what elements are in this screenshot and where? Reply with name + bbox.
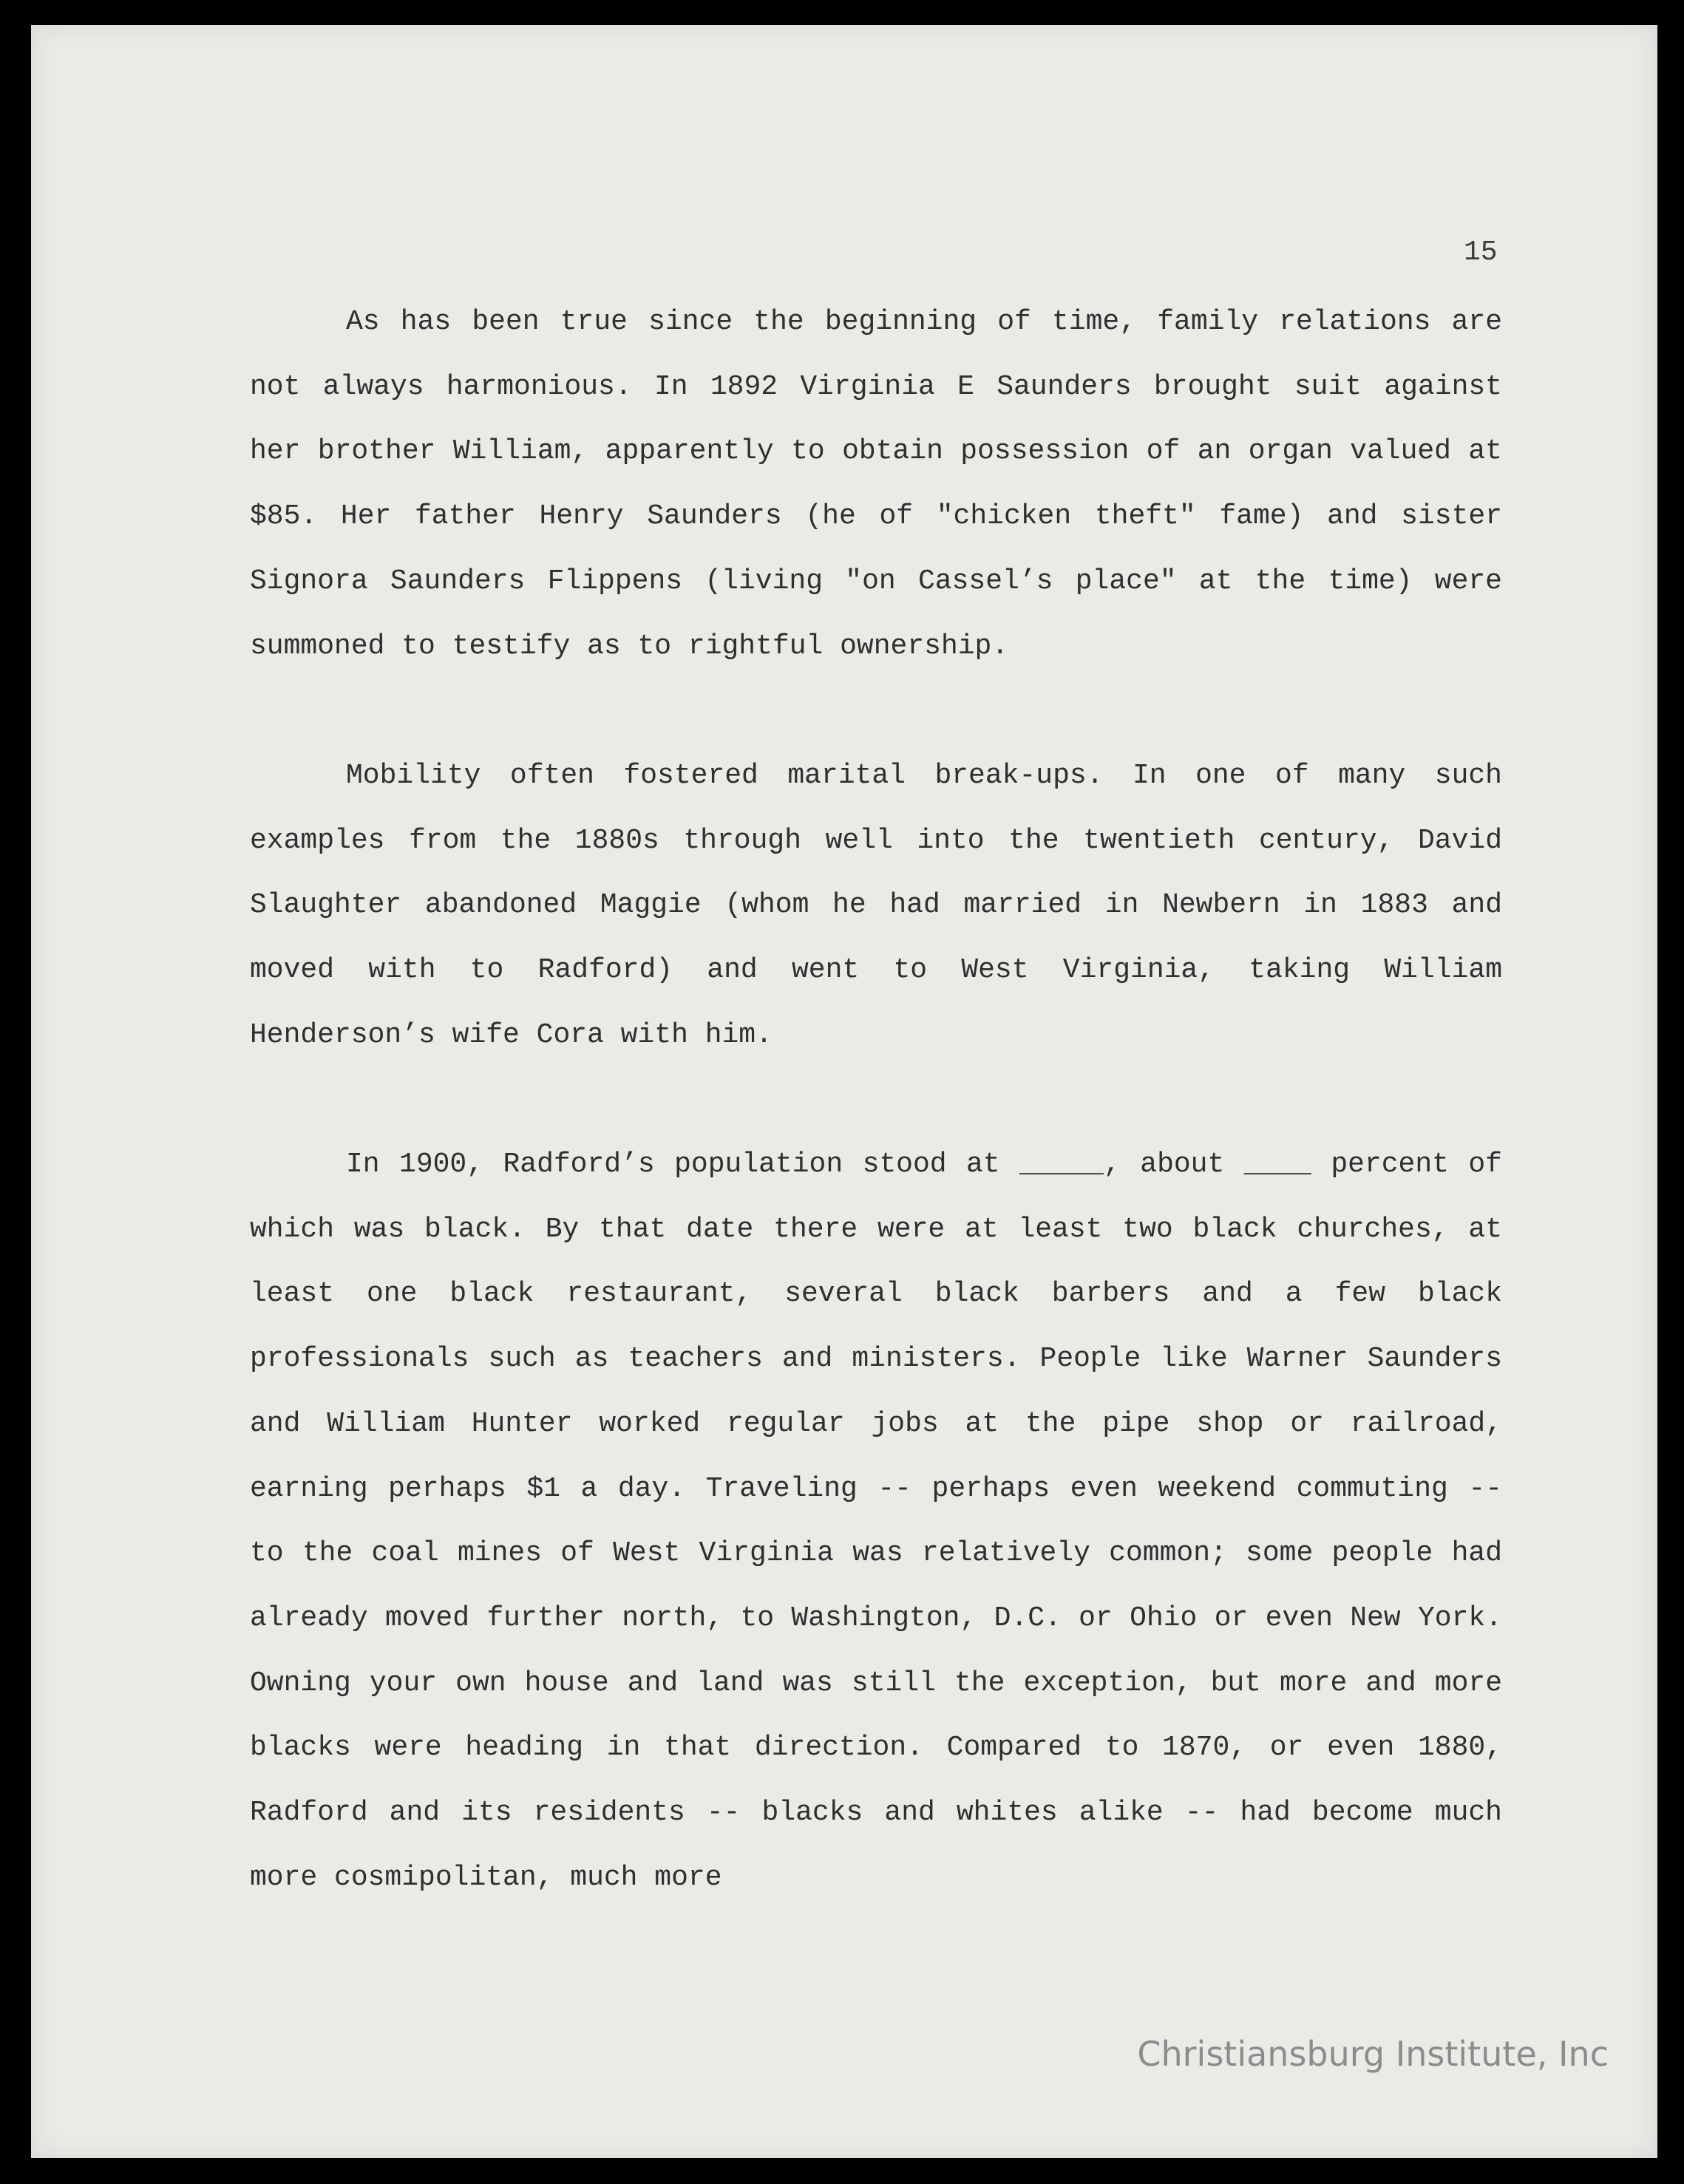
watermark: Christiansburg Institute, Inc [1137,2034,1609,2074]
paragraph-family-relations: As has been true since the beginning of time, family relations are not always harmonious. In 1892 Virginia E Saunders brought suit against her brother William, apparently to obtain possession of an organ valued at $85. Her father Henry Saunders (he of "chicken theft" fame) and sister Signora Saunders Flippens (living "on Cassel’s place" at the time) were summoned to testify as to rightful ownership. [250,306,1502,662]
paragraph-radford-1900: In 1900, Radford’s population stood at _____, about ____ percent of which was black. By that date there were at least two black churches, at least one black restaurant, several black barbers and a few black professionals such as teachers and ministers. People like Warner Saunders and William Hunter worked regular jobs at the pipe shop or railroad, earning perhaps $1 a day. Traveling -- perhaps even weekend commuting -- to the coal mines of West Virginia was relatively common; some people had already moved further north, to Washington, D.C. or Ohio or even New York. Owning your own house and land was still the exception, but more and more blacks were heading in that direction. Compared to 1870, or even 1880, Radford and its residents -- blacks and whites alike -- had become much more cosmipolitan, much more [250,1149,1502,1894]
paragraph-mobility: Mobility often fostered marital break-ups. In one of many such examples from the 1880s through well into the twentieth century, David Slaughter abandoned Maggie (whom he had married in Newbern in 1883 and moved with to Radford) and went to West Virginia, taking William Henderson’s wife Cora with him. [250,760,1502,1051]
document-page [31,25,1657,2158]
page-number: 15 [1464,237,1498,268]
